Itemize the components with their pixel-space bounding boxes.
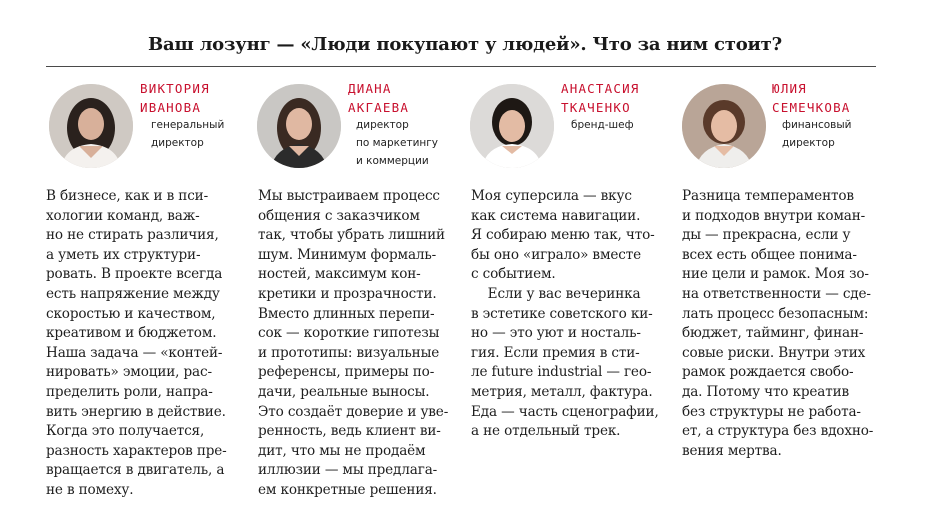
paragraph: Разница темпераментов и подходов внутри коман- ды — прекрасна, если у всех есть общее понима- ние цели и рамок. Моя зо- на ответственности — сде- лать процесс безопасным: бюджет, тайминг, финан- совые риски. Внутри этих рамок рождается свобо- да. Потому что креатив без структуры не работа- ет, а структура без вдохно- вения мертва. (682, 188, 874, 459)
person-role: бренд-шеф (571, 119, 634, 131)
avatar (470, 84, 554, 168)
person-name: ЮЛИЯ СЕМЕЧКОВА (772, 81, 851, 115)
quote-text (471, 187, 676, 442)
paragraph: Если у вас вечеринка в эстетике советского ки- но — это уют и носталь- гия. Если премия в сти- ле future industrial — гео- метрия, металл, фактура. Еда — часть сценографии, а не отдельный трек. (471, 285, 659, 440)
portrait-photo (257, 84, 341, 168)
person-role: финансовый директор (782, 119, 852, 149)
quote-text (258, 187, 463, 501)
person-role: директор по маркетингу и коммерции (356, 119, 438, 167)
quote-text (46, 187, 251, 501)
paragraph: Мы выстраиваем процесс общения с заказчиком так, чтобы убрать лишний шум. Минимум формаль- ностей, максимум кон- кретики и прозрачности. Вместо длинных перепи- сок — короткие гипотезы и прототипы: визуальные референсы, примеры по- дачи, реальные выносы. Это создаёт доверие и уве- ренность, ведь клиент ви- дит, что мы не продаём иллюзии — мы предлага- ем конкретные решения. (258, 188, 449, 498)
page-title: Ваш лозунг — «Люди покупают у людей». Что за ним стоит? (148, 34, 782, 55)
avatar (257, 84, 341, 168)
person-name: ВИКТОРИЯ ИВАНОВА (140, 81, 210, 115)
paragraph: В бизнесе, как и в пси- хологии команд, важ- но не стирать различия, а уметь их структури- ровать. В проекте всегда есть напряжение между скоростью и качеством, креативом и бюджетом. Наша задача — «контей- нировать» эмоции, рас- пределить роли, напра- вить энергию в действие. Когда это получается, разность характеров пре- вращается в двигатель, а не в помеху. (46, 188, 227, 498)
paragraph: Моя суперсила — вкус как система навигации. Я собираю меню так, что- бы оно «играло» вместе с событием. (471, 188, 655, 283)
person-name: ДИАНА АКГАЕВА (348, 81, 410, 115)
portrait-photo (682, 84, 766, 168)
person-role: генеральный директор (151, 119, 225, 149)
person-column-ivanova (44, 0, 249, 525)
avatar (682, 84, 766, 168)
person-name: АНАСТАСИЯ ТКАЧЕНКО (561, 81, 640, 115)
person-column-akgaeva (256, 0, 461, 525)
quote-text (682, 187, 887, 461)
portrait-photo (470, 84, 554, 168)
person-column-tkachenko (469, 0, 674, 525)
portrait-photo (49, 84, 133, 168)
avatar (49, 84, 133, 168)
person-column-semechkova (680, 0, 885, 525)
